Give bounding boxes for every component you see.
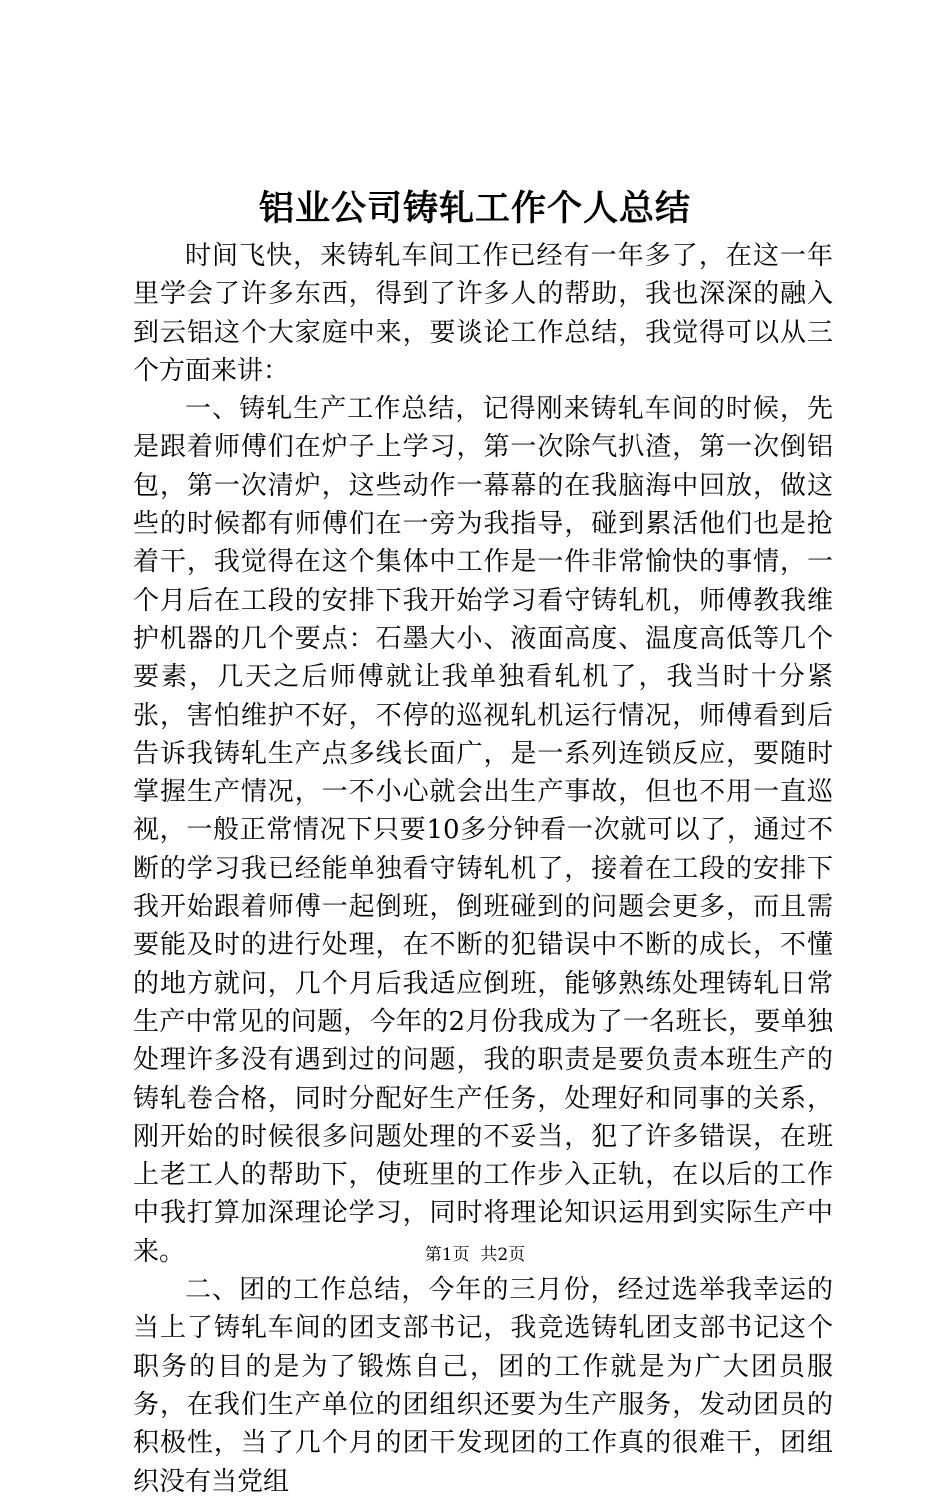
- document-title: 铝业公司铸轧工作个人总结: [258, 188, 691, 229]
- paragraph-league-work-summary: 二、团的工作总结，今年的三月份，经过选举我幸运的当上了铸轧车间的团支部书记，我竞选铸轧团支部书记这个职务的目的是为了锻炼自己，团的工作就是为广大团员服务，在我们生产单位的团组织还要为生产服务，发动团员的积极性，当了几个月的团干发现团的工作真的很难干，团组织没有当党组: [133, 1275, 833, 1497]
- paragraph-production-summary: 一、铸轧生产工作总结，记得刚来铸轧车间的时候，先是跟着师傅们在炉子上学习，第一次除气扒渣，第一次倒铝包，第一次清炉，这些动作一幕幕的在我脑海中回放，做这些的时候都有师傅们在一旁为我指导，碰到累活他们也是抢着干，我觉得在这个集体中工作是一件非常愉快的事情，一个月后在工段的安排下我开始学习看守铸轧机，师傅教我维护机器的几个要点：石墨大小、液面高度、温度高低等几个要素，几天之后师傅就让我单独看轧机了，我当时十分紧张，害怕维护不好，不停的巡视轧机运行情况，师傅看到后告诉我铸轧生产点多线长面广，是一系列连锁反应，要随时掌握生产情况，一不小心就会出生产事故，但也不用一直巡视，一般正常情况下只要10多分钟看一次就可以了，通过不断的学习我已经能单独看守铸轧机了，接着在工段的安排下我开始跟着师傅一起倒班，倒班碰到的问题会更多，而且需要能及时的进行处理，在不断的犯错误中不断的成长，不懂的地方就问，几个月后我适应倒班，能够熟练处理铸轧日常生产中常见的问题，今年的2月份我成为了一名班长，要单独处理许多没有遇到过的问题，我的职责是要负责本班生产的铸轧卷合格，同时分配好生产任务，处理好和同事的关系，刚开始的时候很多问题处理的不妥当，犯了许多错误，在班上老工人的帮助下，使班里的工作步入正轨，在以后的工作中我打算加深理论学习，同时将理论知识运用到实际生产中来。: [133, 394, 833, 1267]
- page-number-footer: [0, 1244, 950, 1266]
- document-body: [133, 237, 833, 1501]
- paragraph-intro: 时间飞快，来铸轧车间工作已经有一年多了，在这一年里学会了许多东西，得到了许多人的帮助，我也深深的融入到云铝这个大家庭中来，要谈论工作总结，我觉得可以从三个方面来讲：: [133, 241, 833, 386]
- page-number-label: 第1页 共2页: [424, 1245, 526, 1265]
